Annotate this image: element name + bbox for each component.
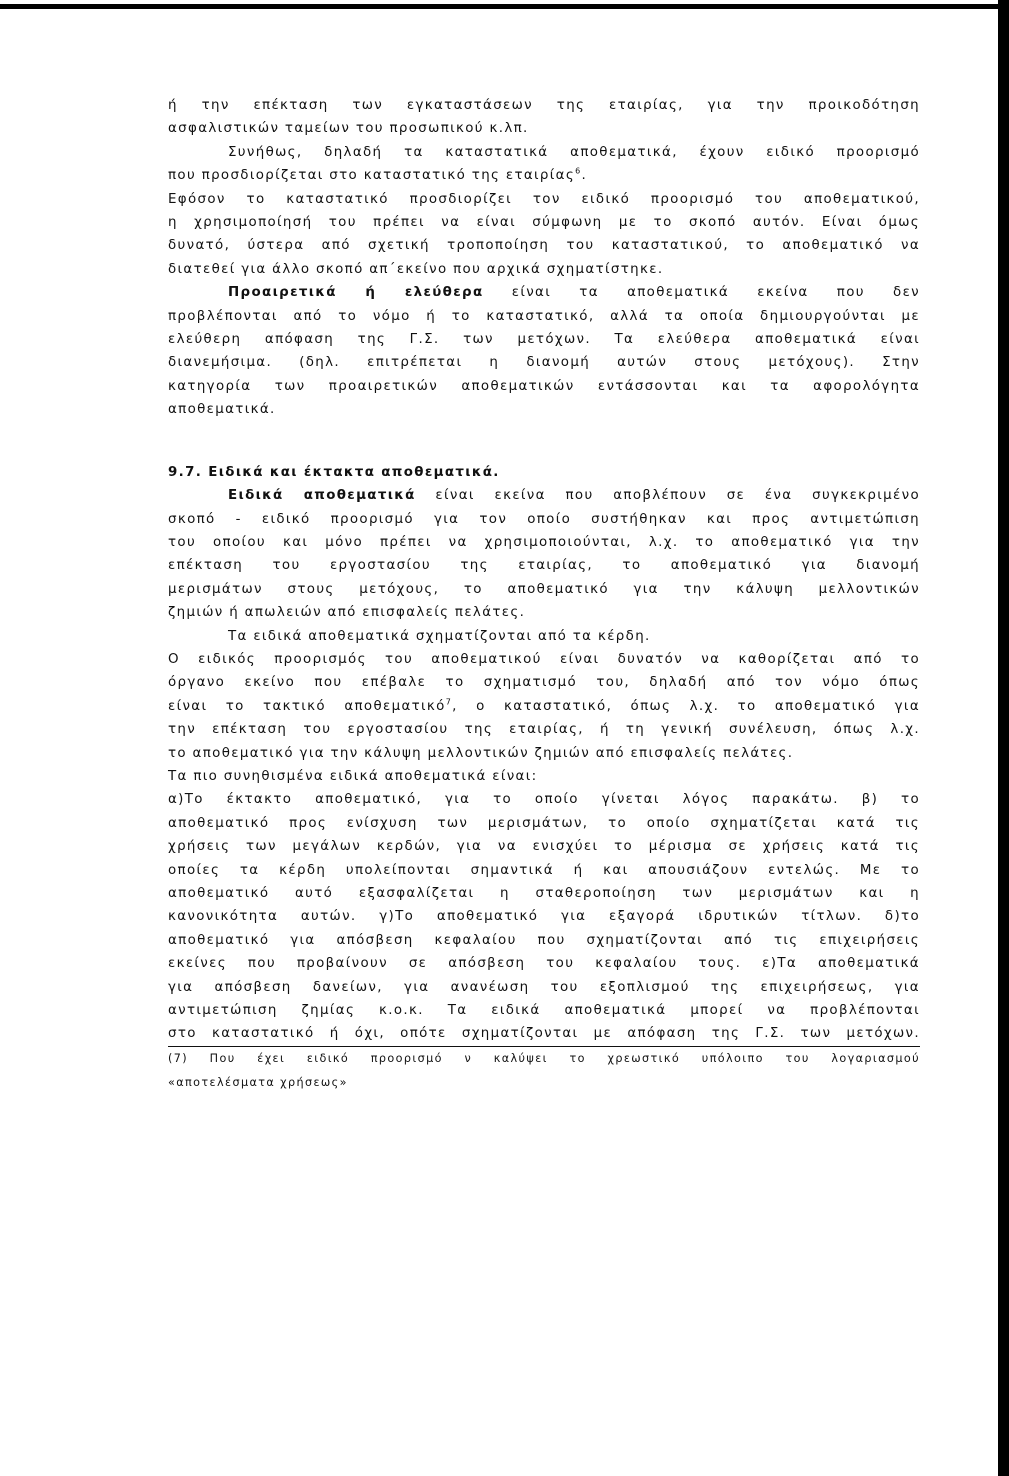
text-line: διανεμήσιμα. (δηλ. επιτρέπεται η διανομή αυτών στους μετόχους). Στην: [168, 355, 920, 371]
text-span: που προσδιορίζεται στο καταστατικό της εταιρίας: [168, 168, 576, 184]
text-line: αντιμετώπιση ζημίας κ.ο.κ. Τα ειδικά αποθεματικά μπορεί να προβλέπονται: [168, 1003, 920, 1019]
text-line: κατηγορία των προαιρετικών αποθεματικών εντάσσονται και τα αφορολόγητα: [168, 378, 920, 394]
footnote-line: «αποτελέσματα χρήσεως»: [168, 1075, 348, 1089]
text-line: όργανο εκείνο που επέβαλε το σχηματισμό του, δηλαδή από τον νόμο όπως: [168, 675, 920, 691]
text-line: [168, 164, 920, 187]
text-line: εκείνες που προβαίνουν σε απόσβεση του κεφαλαίου τους. ε)Τα αποθεματικά: [168, 956, 920, 972]
text-line: του οποίου και μόνο πρέπει να χρησιμοποιούνται, λ.χ. το αποθεματικό για την: [168, 534, 920, 550]
text-line: επέκταση του εργοστασίου της εταιρίας, το αποθεματικό για διανομή: [168, 558, 920, 574]
text-line: σκοπό - ειδικό προορισμό για τον οποίο συστήθηκαν και προς αντιμετώπιση: [168, 511, 920, 527]
text-line: διατεθεί για άλλο σκοπό απ΄εκείνο που αρχικά σχηματίστηκε.: [168, 261, 664, 277]
text-span: είναι το τακτικό αποθεματικό: [168, 698, 446, 714]
text-line: Εφόσον το καταστατικό προσδιορίζει τον ειδικό προορισμό του αποθεματικού,: [168, 191, 920, 207]
text-line: Ο ειδικός προορισμός του αποθεματικού είναι δυνατόν να καθορίζεται από το: [168, 651, 920, 667]
text-line: [168, 484, 920, 507]
text-line: αποθεματικό προς ενίσχυση των μερισμάτων, το οποίο σχηματίζεται κατά τις: [168, 815, 920, 831]
text-line: το αποθεματικό για την κάλυψη μελλοντικών ζημιών από επισφαλείς πελάτες.: [168, 745, 794, 761]
text-line: Συνήθως, δηλαδή τα καταστατικά αποθεματικά, έχουν ειδικό προορισμό: [228, 144, 920, 160]
footnote-ref: 7: [445, 697, 453, 707]
text-line: Τα ειδικά αποθεματικά σχηματίζονται από τα κέρδη.: [228, 628, 651, 644]
text-line: ή την επέκταση των εγκαταστάσεων της εταιρίας, για την προικοδότηση: [168, 98, 920, 113]
text-line: αποθεματικό αυτό εξασφαλίζεται η σταθεροποίηση των μερισμάτων και η: [168, 886, 920, 901]
text-span: είναι εκείνα που αποβλέπουν σε ένα συγκεκριμένο: [415, 488, 920, 504]
text-span: είναι τα αποθεματικά εκείνα που δεν: [483, 285, 920, 301]
footnote-ref: 6: [575, 166, 582, 176]
text-line: μερισμάτων στους μετόχους, το αποθεματικό για την κάλυψη μελλοντικών: [168, 581, 920, 597]
footnote-line: (7) Που έχει ειδικό προορισμό ν καλύψει το χρεωστικό υπόλοιπο του λογαριασμού: [168, 1051, 920, 1065]
text-line: ασφαλιστικών ταμείων του προσωπικού κ.λπ.: [168, 121, 529, 137]
text-line: [168, 281, 920, 304]
document-body: [168, 94, 920, 1095]
text-line: την επέκταση του εργοστασίου της εταιρίας, ή τη γενική συνέλευση, όπως λ.χ.: [168, 722, 920, 738]
text-line: Τα πιο συνηθισμένα ειδικά αποθεματικά είναι:: [168, 768, 538, 784]
section-heading: 9.7. Ειδικά και έκτακτα αποθεματικά.: [168, 464, 500, 480]
text-line: για απόσβεση δανείων, για ανανέωση του εξοπλισμού της επιχειρήσεως, για: [168, 979, 920, 995]
text-span: .: [581, 168, 588, 184]
text-line: ελεύθερη απόφαση της Γ.Σ. των μετόχων. Τα ελεύθερα αποθεματικά είναι: [168, 332, 920, 348]
text-line: αποθεματικά.: [168, 402, 276, 418]
text-line: χρήσεις των μεγάλων κερδών, για να ενισχύει το μέρισμα σε χρήσεις κατά τις: [168, 839, 920, 855]
text-line: α)Το έκτακτο αποθεματικό, για το οποίο γίνεται λόγος παρακάτω. β) το: [168, 792, 920, 808]
text-line: αποθεματικό για απόσβεση κεφαλαίου που σχηματίζονται από τις επιχειρήσεις: [168, 932, 920, 948]
text-line: η χρησιμοποίησή του πρέπει να είναι σύμφωνη με το σκοπό αυτόν. Είναι όμως: [168, 215, 920, 231]
text-line: οποίες τα κέρδη υπολείπονται σημαντικά ή και απουσιάζουν εντελώς. Με το: [168, 862, 920, 878]
text-line: στο καταστατικό ή όχι, οπότε σχηματίζονται με απόφαση της Γ.Σ. των μετόχων.: [168, 1026, 920, 1042]
scan-frame-right: [998, 0, 1009, 1476]
text-span: , ο καταστατικό, όπως λ.χ. το αποθεματικό για: [452, 698, 920, 714]
bold-term: Ειδικά αποθεματικά: [228, 488, 416, 504]
text-line: κανονικότητα αυτών. γ)Το αποθεματικό για εξαγορά ιδρυτικών τίτλων. δ)το: [168, 909, 920, 925]
text-line: ζημιών ή απωλειών από επισφαλείς πελάτες.: [168, 605, 526, 621]
text-line: δυνατό, ύστερα από σχετική τροποποίηση του καταστατικού, το αποθεματικό να: [168, 238, 920, 254]
text-line: [168, 695, 920, 718]
text-line: προβλέπονται από το νόμο ή το καταστατικό, αλλά τα οποία δημιουργούνται με: [168, 308, 920, 324]
scan-frame-top: [0, 0, 1009, 9]
bold-term: Προαιρετικά ή ελεύθερα: [228, 285, 484, 301]
